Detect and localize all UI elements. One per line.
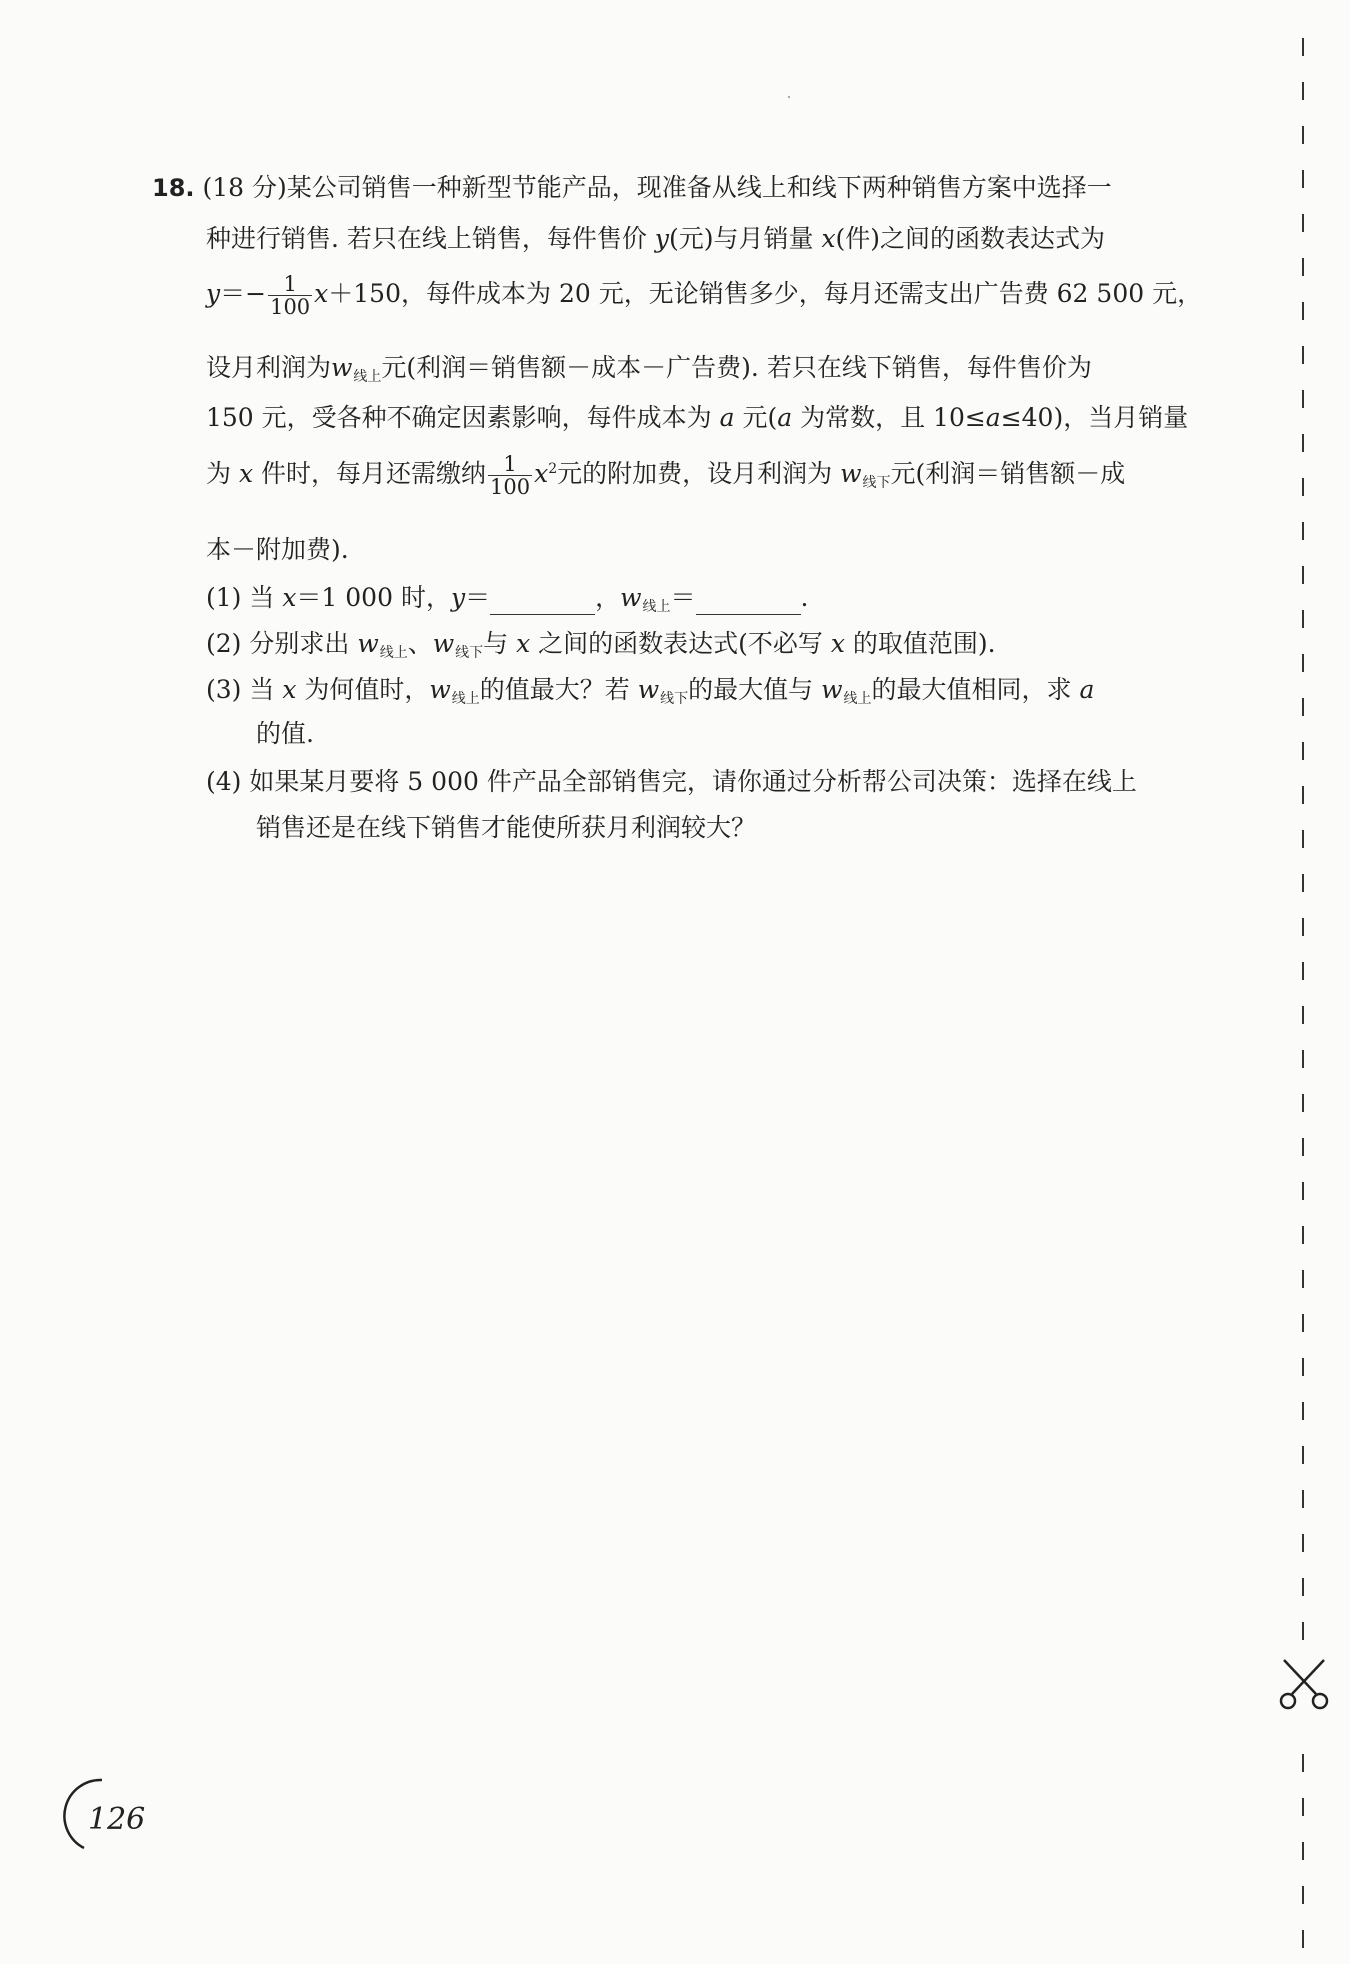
problem-line-4: 设月利润为$w_{线上}$元(利润＝销售额－成本－广告费). 若只在线下销售，每件售价为 xyxy=(206,353,1092,385)
part-4-cont: 销售还是在线下销售才能使所获月利润较大？ xyxy=(256,813,757,842)
part-4: (4) 如果某月要将 5 000 件产品全部销售完，请你通过分析帮公司决策：选择在线上 xyxy=(206,767,1137,796)
fraction: $\frac{1}{100}$ xyxy=(270,272,311,319)
cut-line-dash xyxy=(1302,962,1304,980)
cut-line-dash xyxy=(1302,170,1304,188)
page-number xyxy=(62,1778,152,1852)
cut-line-dash xyxy=(1302,1094,1304,1112)
problem-line-3: y＝− $\frac{1}{100}$ x＋150，每件成本为 20 元，无论销售多少，每月还需支出广告费 62 500 元， xyxy=(206,272,1203,319)
cut-line-dash xyxy=(1302,918,1304,936)
cut-line-dash xyxy=(1302,1930,1304,1948)
fraction: $\frac{1}{100}$ xyxy=(490,452,531,499)
part-3-cont: 的值. xyxy=(256,719,314,748)
part-3: (3) 当 x 为何值时，$w_{线上}$的值最大？若 $w_{线下}$的最大值与 $w_{线上}$的最大值相同，求 a xyxy=(206,675,1095,707)
cut-line-dash xyxy=(1302,698,1304,716)
cut-line-dash xyxy=(1302,610,1304,628)
problem-line-6: 为 x 件时，每月还需缴纳 $\frac{1}{100}$ $x^2$元的附加费，设月利润为 $w_{线下}$元(利润＝销售额－成 xyxy=(206,452,1126,499)
speck xyxy=(788,96,790,98)
cut-line-dash xyxy=(1302,1006,1304,1024)
problem-line-2: 种进行销售. 若只在线上销售，每件售价 y(元)与月销量 x(件)之间的函数表达式为 xyxy=(206,224,1106,253)
problem-number: 18. xyxy=(152,174,195,202)
scissors-icon xyxy=(1274,1656,1334,1712)
cut-line-dash xyxy=(1302,830,1304,848)
cut-line-dash xyxy=(1302,1798,1304,1816)
cut-line-dash xyxy=(1302,522,1304,540)
problem-line-7: 本－附加费). xyxy=(206,535,349,564)
problem-line-1: 18. (18 分)某公司销售一种新型节能产品，现准备从线上和线下两种销售方案中选择一 xyxy=(152,173,1112,202)
cut-line-dash xyxy=(1302,1270,1304,1288)
cut-line-dash xyxy=(1302,126,1304,144)
part-1: (1) 当 x＝1 000 时，y＝ ，$w_{线上}=$ . xyxy=(206,583,809,615)
cut-line-dash xyxy=(1302,1622,1304,1640)
cut-line-dash xyxy=(1302,654,1304,672)
cut-line-dash xyxy=(1302,478,1304,496)
cut-line-dash xyxy=(1302,1138,1304,1156)
cut-line-dash xyxy=(1302,1446,1304,1464)
cut-line-dash xyxy=(1302,874,1304,892)
cut-line-dash xyxy=(1302,1490,1304,1508)
cut-line-dash xyxy=(1302,82,1304,100)
cut-line-dash xyxy=(1302,1226,1304,1244)
cut-line-dash xyxy=(1302,566,1304,584)
cut-line-dash xyxy=(1302,1886,1304,1904)
cut-line-dash xyxy=(1302,346,1304,364)
cut-line-dash xyxy=(1302,302,1304,320)
part-2: (2) 分别求出 $w_{线上}$、$w_{线下}$与 x 之间的函数表达式(不必写 x 的取值范围). xyxy=(206,629,996,661)
answer-blank[interactable] xyxy=(490,594,595,615)
cut-line-dash xyxy=(1302,214,1304,232)
cut-line-dash xyxy=(1302,1182,1304,1200)
cut-line-dash xyxy=(1302,1402,1304,1420)
cut-line-dash xyxy=(1302,1842,1304,1860)
cut-line-dash xyxy=(1302,38,1304,56)
cut-line-dash xyxy=(1302,1534,1304,1552)
cut-line-dash xyxy=(1302,258,1304,276)
cut-line-dash xyxy=(1302,390,1304,408)
cut-line-dash xyxy=(1302,434,1304,452)
answer-blank[interactable] xyxy=(696,594,801,615)
cut-line-dash xyxy=(1302,1754,1304,1772)
page-number-text: 126 xyxy=(88,1802,146,1837)
cut-line-dash xyxy=(1302,1314,1304,1332)
problem-line-5: 150 元，受各种不确定因素影响，每件成本为 a 元(a 为常数，且 10≤a≤40)，当月销量 xyxy=(206,403,1189,432)
cut-line-dash xyxy=(1302,1050,1304,1068)
cut-line-dash xyxy=(1302,786,1304,804)
cut-line-dash xyxy=(1302,1358,1304,1376)
cut-line-dash xyxy=(1302,1578,1304,1596)
cut-line-dash xyxy=(1302,742,1304,760)
